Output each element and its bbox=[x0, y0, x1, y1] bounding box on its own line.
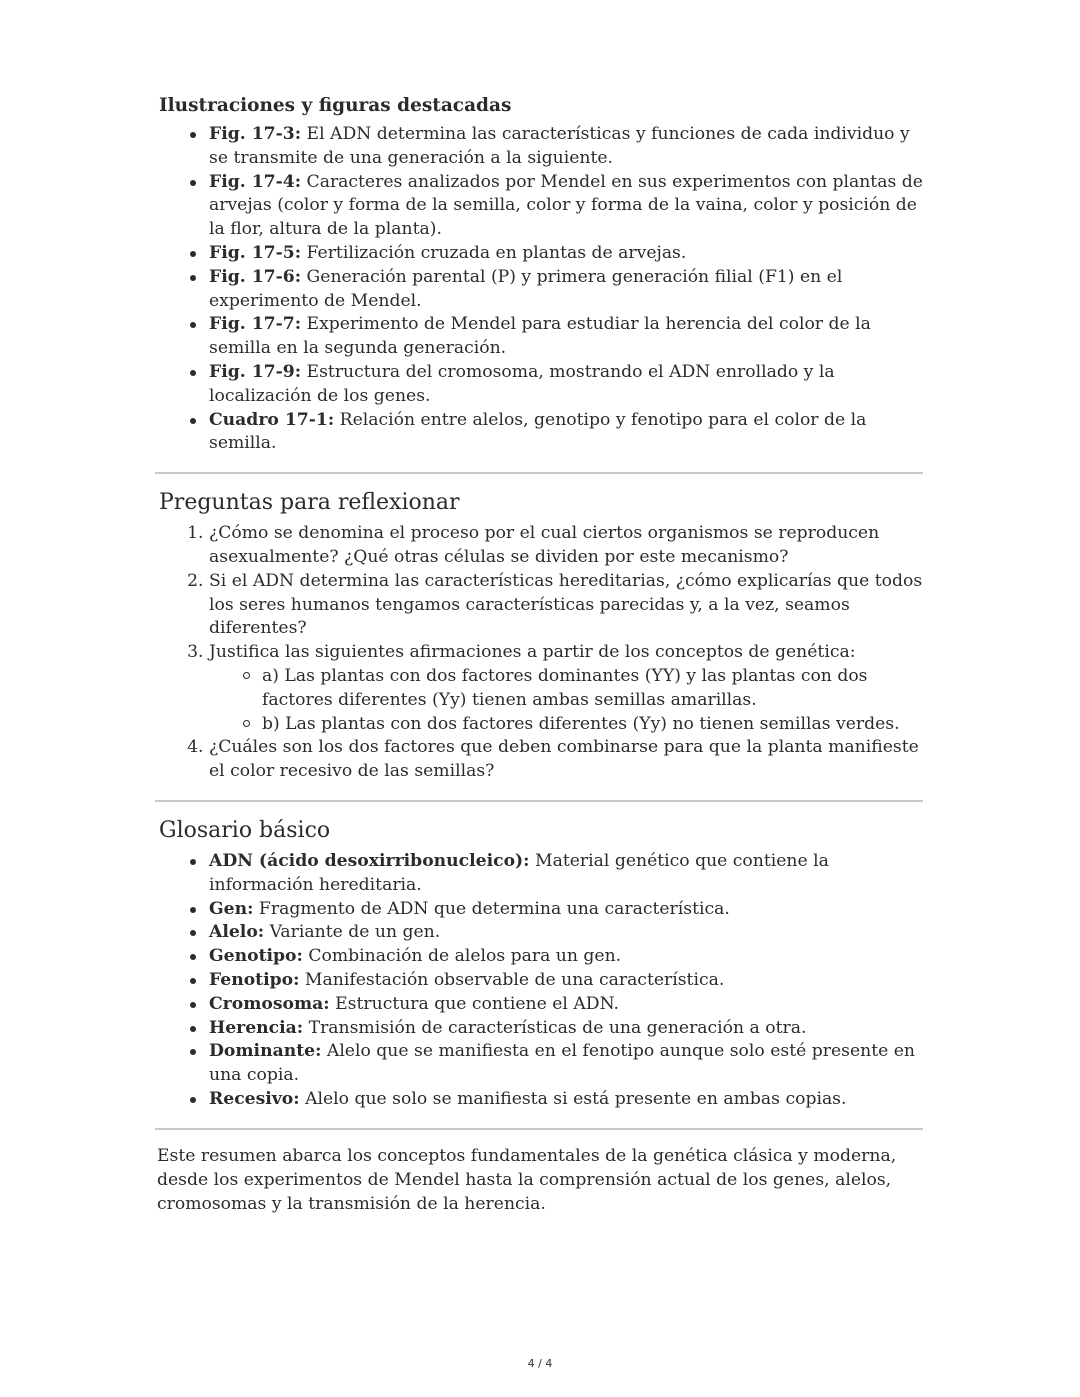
question-item bbox=[209, 736, 927, 784]
question-text: Justifica las siguientes afirmaciones a partir de los conceptos de genética: bbox=[209, 642, 856, 663]
list-item bbox=[209, 266, 927, 314]
sub-item-text: a) Las plantas con dos factores dominantes (YY) y las plantas con dos factores diferentes (Yy) tienen ambas semillas amarillas. bbox=[262, 665, 868, 710]
question-text: ¿Cómo se denomina el proceso por el cual ciertos organismos se reproducen asexualmente? ¿Qué otras células se dividen por este mecanismo? bbox=[209, 523, 880, 567]
sub-list-item bbox=[262, 713, 927, 737]
list-item bbox=[209, 921, 927, 945]
glossary-definition: Variante de un gen. bbox=[264, 922, 441, 943]
glossary-definition: Alelo que solo se manifiesta si está presente en ambas copias. bbox=[299, 1088, 847, 1109]
list-item bbox=[209, 409, 927, 457]
list-item bbox=[209, 242, 927, 266]
sub-list-item bbox=[262, 665, 927, 713]
figure-text: Estructura del cromosoma, mostrando el ADN enrollado y la localización de los genes. bbox=[209, 361, 835, 406]
figure-text: El ADN determina las características y funciones de cada individuo y se transmite de una generación a la siguiente. bbox=[209, 124, 910, 168]
glossary-definition: Transmisión de características de una generación a otra. bbox=[303, 1017, 807, 1038]
glossary-definition: Manifestación observable de una característica. bbox=[299, 969, 725, 990]
figure-label: Fig. 17-4: bbox=[209, 171, 302, 192]
question-item bbox=[209, 570, 927, 641]
glossary-term: Alelo: bbox=[209, 922, 265, 943]
questions-list bbox=[157, 522, 927, 784]
list-item bbox=[209, 1017, 927, 1041]
figures-list bbox=[157, 123, 927, 456]
glossary-definition: Fragmento de ADN que determina una característica. bbox=[253, 898, 730, 919]
glossary-term: Cromosoma: bbox=[209, 993, 330, 1014]
list-item bbox=[209, 945, 927, 969]
figure-text: Caracteres analizados por Mendel en sus experimentos con plantas de arvejas (color y forma de la semilla, color y forma de la vaina, color y posición de la flor, altura de la planta). bbox=[209, 171, 923, 240]
glossary-heading: Glosario básico bbox=[159, 817, 331, 843]
glossary-term: Recesivo: bbox=[209, 1088, 300, 1109]
list-item bbox=[209, 171, 927, 242]
figures-section bbox=[157, 93, 927, 456]
glossary-term: Gen: bbox=[209, 898, 254, 919]
question-item bbox=[209, 641, 927, 736]
questions-heading: Preguntas para reflexionar bbox=[159, 490, 460, 516]
figure-label: Fig. 17-9: bbox=[209, 361, 302, 382]
glossary-term: Fenotipo: bbox=[209, 969, 300, 990]
sub-item-text: b) Las plantas con dos factores diferentes (Yy) no tienen semillas verdes. bbox=[262, 713, 900, 734]
list-item bbox=[209, 361, 927, 409]
list-item bbox=[209, 993, 927, 1017]
figure-text: Fertilización cruzada en plantas de arvejas. bbox=[301, 242, 687, 263]
list-item bbox=[209, 1040, 927, 1088]
question-text: ¿Cuáles son los dos factores que deben combinarse para que la planta manifieste el color recesivo de las semillas? bbox=[209, 737, 919, 782]
figure-label: Fig. 17-3: bbox=[209, 124, 302, 144]
list-item bbox=[209, 850, 927, 898]
glossary-definition: Material genético que contiene la información hereditaria. bbox=[209, 850, 829, 895]
list-item bbox=[209, 898, 927, 922]
figure-label: Fig. 17-6: bbox=[209, 266, 302, 287]
glossary-term: Herencia: bbox=[209, 1017, 304, 1038]
question-sub-list bbox=[209, 665, 927, 736]
glossary-list bbox=[157, 850, 927, 1112]
section-divider bbox=[155, 800, 923, 802]
page-number: 4 / 4 bbox=[527, 1357, 553, 1370]
glossary-definition: Combinación de alelos para un gen. bbox=[302, 946, 622, 967]
figures-heading: Ilustraciones y figuras destacadas bbox=[159, 95, 512, 116]
list-item bbox=[209, 123, 927, 171]
glossary-definition: Alelo que se manifiesta en el fenotipo aunque solo esté presente en una copia. bbox=[209, 1041, 915, 1086]
figure-text: Generación parental (P) y primera generación filial (F1) en el experimento de Mendel. bbox=[209, 266, 843, 311]
glossary-term: Dominante: bbox=[209, 1041, 322, 1062]
list-item bbox=[209, 313, 927, 361]
glossary-term: ADN (ácido desoxirribonucleico): bbox=[209, 850, 530, 871]
question-text: Si el ADN determina las características hereditarias, ¿cómo explicarías que todos los seres humanos tengamos características parecidas y, a la vez, seamos diferentes? bbox=[209, 570, 923, 639]
glossary-section bbox=[157, 816, 927, 1112]
figure-label: Cuadro 17-1: bbox=[209, 409, 335, 430]
questions-section bbox=[157, 488, 927, 784]
figure-label: Fig. 17-5: bbox=[209, 242, 302, 263]
summary-paragraph: Este resumen abarca los conceptos fundamentales de la genética clásica y moderna, desde los experimentos de Mendel hasta la comprensión actual de los genes, alelos, cromosomas y la transmisión de la herencia. bbox=[157, 1145, 897, 1214]
figure-label: Fig. 17-7: bbox=[209, 314, 302, 335]
section-divider bbox=[155, 472, 923, 474]
figure-text: Relación entre alelos, genotipo y fenotipo para el color de la semilla. bbox=[209, 409, 867, 454]
glossary-term: Genotipo: bbox=[209, 946, 303, 967]
figure-text: Experimento de Mendel para estudiar la herencia del color de la semilla en la segunda generación. bbox=[209, 314, 871, 359]
glossary-definition: Estructura que contiene el ADN. bbox=[329, 993, 619, 1014]
document-page bbox=[157, 93, 927, 1216]
list-item bbox=[209, 969, 927, 993]
list-item bbox=[209, 1088, 927, 1112]
section-divider bbox=[155, 1128, 923, 1130]
question-item bbox=[209, 522, 927, 570]
